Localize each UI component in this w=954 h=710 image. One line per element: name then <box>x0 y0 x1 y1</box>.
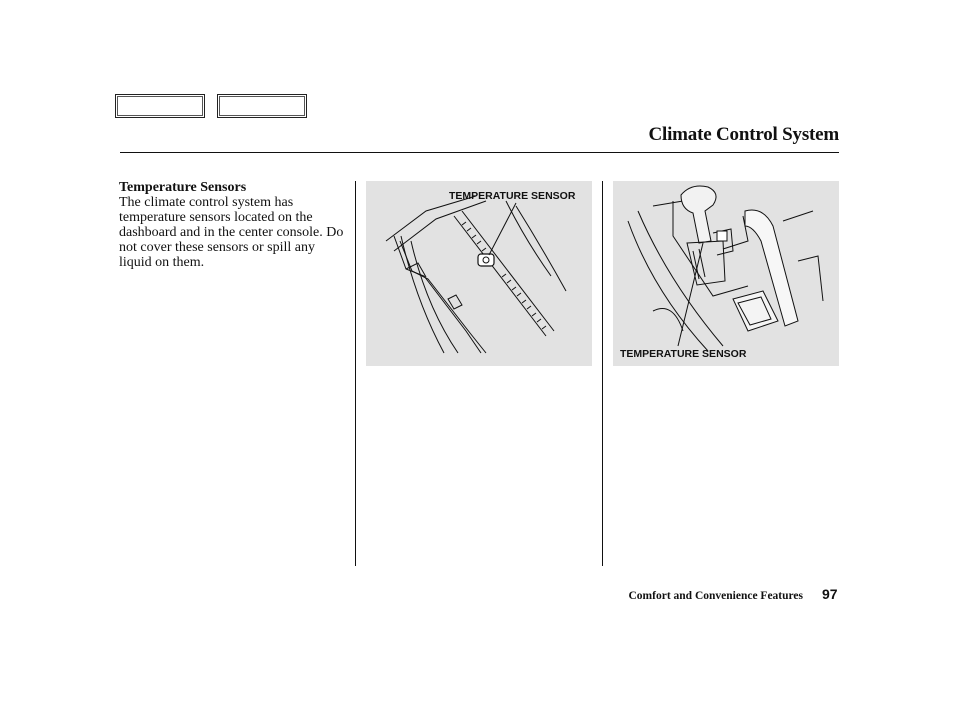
footer-section-name: Comfort and Convenience Features <box>628 590 803 602</box>
nav-button-index[interactable] <box>217 94 307 118</box>
page-title: Climate Control System <box>648 124 839 145</box>
section-heading: Temperature Sensors <box>119 180 247 195</box>
console-sensor-illustration <box>613 181 839 366</box>
figure-label: TEMPERATURE SENSOR <box>449 190 576 202</box>
title-rule <box>120 152 839 153</box>
figure-label: TEMPERATURE SENSOR <box>620 348 747 360</box>
console-sensor-figure <box>613 181 839 366</box>
section-body: The climate control system has temperature sensors located on the dashboard and in the center console. Do not cover these sensors or spill any liquid on them. <box>119 195 344 270</box>
dashboard-sensor-figure <box>366 181 592 366</box>
dashboard-sensor-illustration <box>366 181 592 366</box>
column-divider <box>602 181 603 566</box>
nav-button-contents[interactable] <box>115 94 205 118</box>
page-number: 97 <box>822 586 838 602</box>
column-divider <box>355 181 356 566</box>
